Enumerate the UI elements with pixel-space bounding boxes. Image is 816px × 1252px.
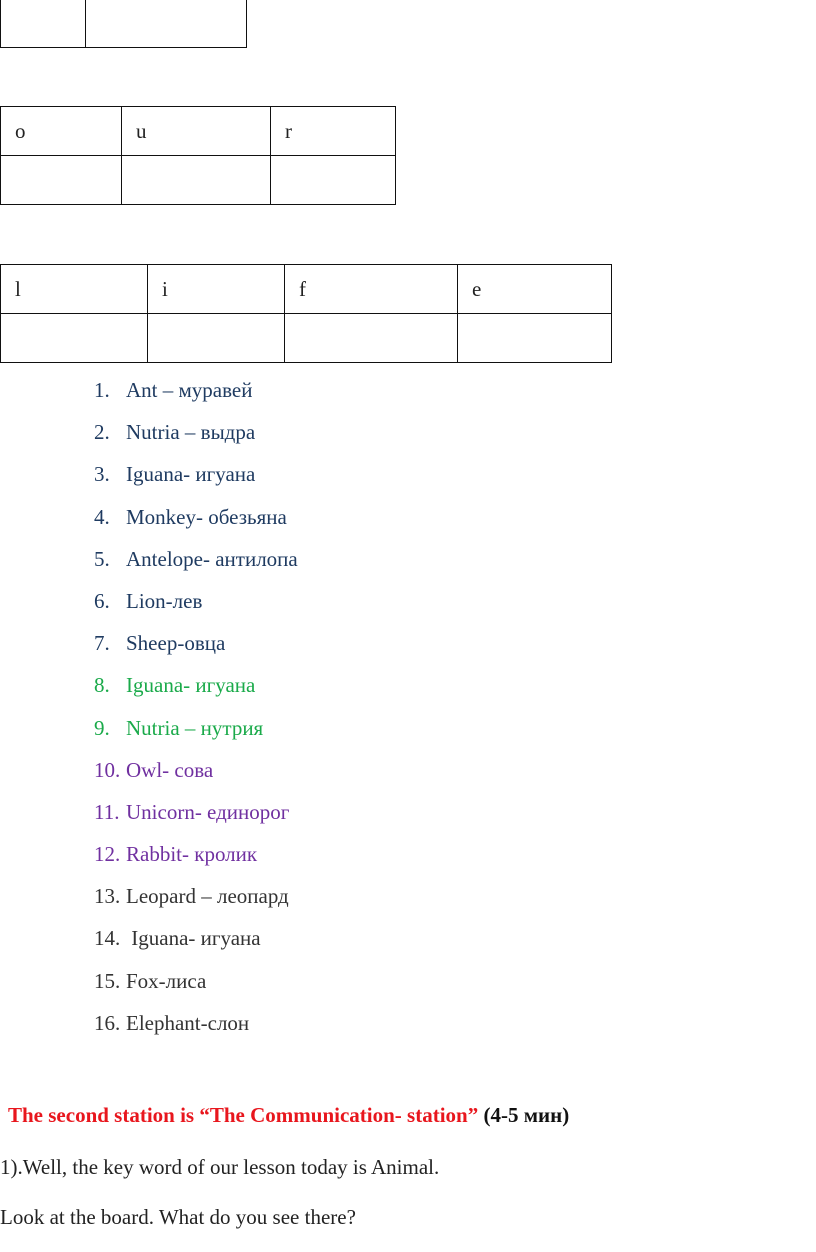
list-item (94, 792, 298, 834)
list-item-number: 2. (94, 420, 110, 445)
list-item-text: Leopard – леопард (126, 884, 289, 909)
list-item-text: Iguana- игуана (126, 926, 261, 951)
list-item-text: Rabbit- кролик (126, 842, 258, 867)
answer-cell (285, 314, 458, 363)
table-cell (86, 0, 247, 48)
list-item (94, 750, 298, 792)
section-heading (8, 1103, 569, 1128)
list-item-number: 6. (94, 588, 110, 613)
animal-vocabulary-list (94, 370, 298, 1045)
list-item-number: 8. (94, 673, 110, 698)
list-item-text: Monkey- обезьяна (126, 504, 287, 529)
list-item-text: Iguana- игуана (126, 673, 256, 698)
list-item (94, 539, 298, 581)
answer-cell (148, 314, 285, 363)
list-item-number: 9. (94, 715, 110, 740)
list-item (94, 961, 298, 1003)
list-item-text: Unicorn- единорог (126, 799, 290, 824)
list-item (94, 412, 298, 454)
list-item (94, 834, 298, 876)
list-item (94, 370, 298, 412)
list-item-text: Antelope- антилопа (126, 546, 298, 571)
table-cell (1, 0, 86, 48)
paragraph-key-word: 1).Well, the key word of our lesson today is Animal. (0, 1155, 440, 1179)
list-item-text: Sheep-овца (126, 631, 226, 656)
list-item-text: Elephant-слон (126, 1010, 250, 1035)
list-item-number: 16. (94, 1010, 121, 1035)
list-item-number: 10. (94, 757, 121, 782)
list-item-number: 14. (94, 926, 121, 951)
answer-cell (458, 314, 612, 363)
answer-cell (1, 156, 122, 205)
letter-cell: l (1, 265, 148, 314)
paragraph-question: Look at the board. What do you see there? (0, 1205, 356, 1229)
letter-cell: f (285, 265, 458, 314)
list-item-number: 5. (94, 546, 110, 571)
letter-cell: i (148, 265, 285, 314)
list-item (94, 581, 298, 623)
heading-station-title: The second station is “The Communication- station” (8, 1103, 479, 1127)
letter-cell: u (122, 107, 271, 156)
list-item (94, 918, 298, 960)
list-item (94, 665, 298, 707)
list-item (94, 454, 298, 496)
letter-table-life (0, 264, 612, 363)
list-item-number: 12. (94, 842, 121, 867)
list-item-text: Lion-лев (126, 588, 203, 613)
list-item-number: 7. (94, 631, 110, 656)
list-item-text: Nutria – выдра (126, 420, 256, 445)
answer-cell (122, 156, 271, 205)
list-item-number: 13. (94, 884, 121, 909)
list-item-number: 11. (94, 799, 120, 824)
list-item (94, 623, 298, 665)
list-item-text: Fox-лиса (126, 968, 207, 993)
answer-cell (271, 156, 396, 205)
list-item-number: 1. (94, 378, 110, 402)
letter-cell: r (271, 107, 396, 156)
list-item-number: 4. (94, 504, 110, 529)
empty-table-top (0, 0, 247, 48)
letter-cell: o (1, 107, 122, 156)
list-item-text: Nutria – нутрия (126, 715, 264, 740)
letter-cell: e (458, 265, 612, 314)
list-item-text: Iguana- игуана (126, 462, 256, 487)
list-item (94, 876, 298, 918)
letter-table-our (0, 106, 396, 205)
list-item-number: 15. (94, 968, 121, 993)
heading-duration: (4-5 мин) (478, 1103, 570, 1127)
list-item-text: Owl- сова (126, 757, 214, 782)
list-item-text: Ant – муравей (126, 378, 253, 402)
answer-cell (1, 314, 148, 363)
list-item (94, 708, 298, 750)
list-item (94, 1003, 298, 1045)
list-item (94, 497, 298, 539)
list-item-number: 3. (94, 462, 110, 487)
